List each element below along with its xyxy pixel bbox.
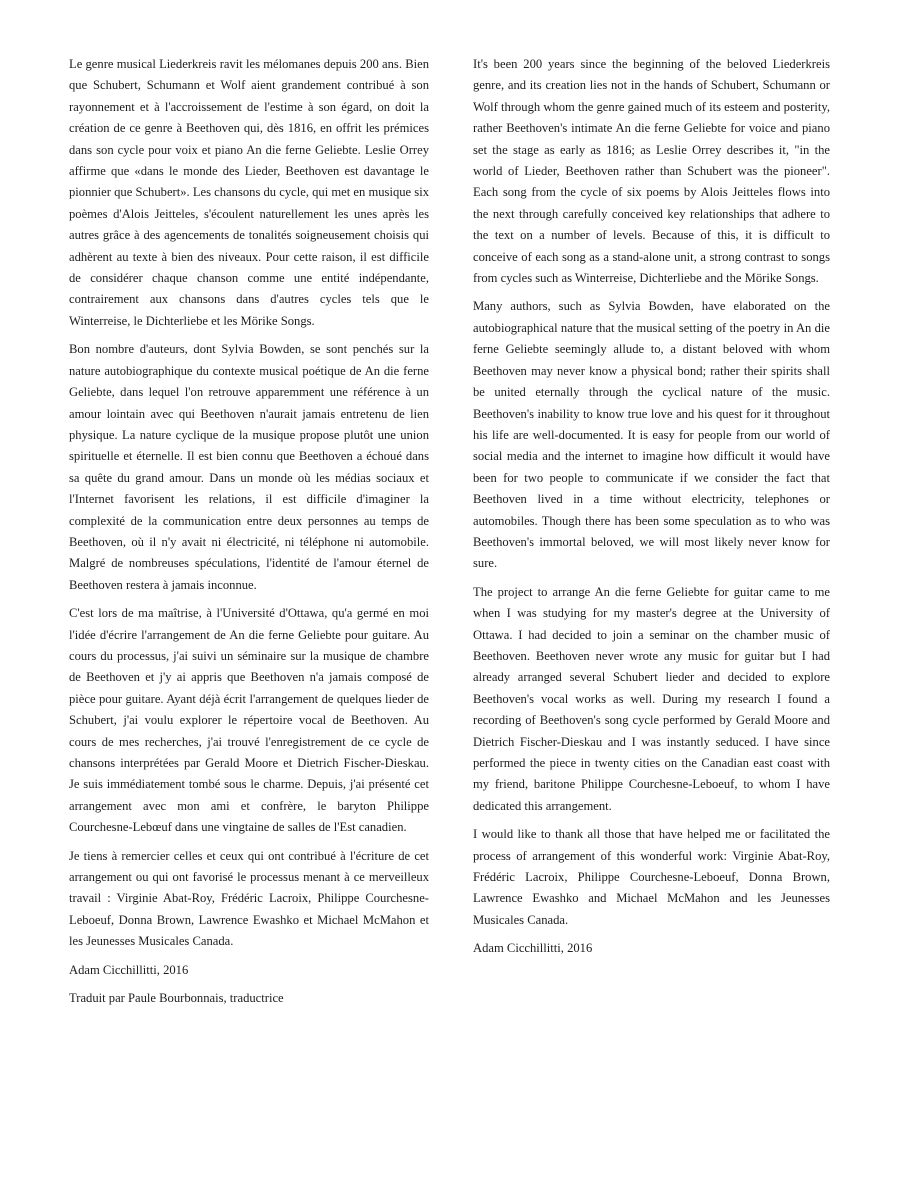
french-paragraph-4: Je tiens à remercier celles et ceux qui ont contribué à l'écriture de cet arrangement ou qui ont favorisé le processus menant à ce merveilleux travail : Virginie Abat-Roy, Frédéric Lacroix, Philippe Courchesne-Leboeuf, Donna Brown, Lawrence Ewashko et Michael McMahon et les Jeunesses Musicales Canada.: [69, 848, 429, 949]
french-signature: Adam Cicchillitti, 2016: [69, 962, 189, 977]
english-paragraph-2: Many authors, such as Sylvia Bowden, have elaborated on the autobiographical nature that the musical setting of the poetry in An die ferne Geliebte seemingly allude to, a distant beloved with whom Beethoven may never know a physical bond; rather their spirits shall be united eternally through the cyclical nature of the music. Beethoven's inability to know true love and his quest for it throughout his life are well-documented. It is easy for people from our world of social media and the internet to imagine how difficult it would have been for two people to communicate if we consider the fact that Beethoven lived in a time without electricity, telephones or automobiles. Though there has been some speculation as to who was Beethoven's immortal beloved, we will most likely never know for sure.: [473, 299, 830, 571]
translator-credit: Traduit par Paule Bourbonnais, traductrice: [69, 991, 284, 1006]
english-paragraph-4: I would like to thank all those that have helped me or facilitated the process of arrangement of this wonderful work: Virginie Abat-Roy, Frédéric Lacroix, Philippe Courchesne-Leboeuf, Donna Brown, Lawrence Ewashko and Michael McMahon and les Jeunesses Musicales Canada.: [473, 827, 830, 927]
french-column: [69, 54, 429, 1016]
french-paragraph-3: C'est lors de ma maîtrise, à l'Université d'Ottawa, qu'a germé en moi l'idée d'écrire l'arrangement de An die ferne Geliebte pour guitare. Au cours du processus, j'ai suivi un séminaire sur la musique de chambre de Beethoven et j'y ai appris que Beethoven n'a jamais composé de pièce pour guitare. Ayant déjà écrit l'arrangement de quelques lieder de Schubert, j'ai voulu explorer le répertoire vocal de Beethoven. Au cours de mes recherches, j'ai trouvé l'enregistrement de ce cycle de chansons interprétées par Gerald Moore et Dietrich Fischer-Dieskau. Je suis immédiatement tombé sous le charme. Depuis, j'ai présenté cet arrangement avec mon ami et confrère, le baryton Philippe Courchesne-Lebœuf dans une vingtaine de salles de l'Est canadien.: [69, 606, 429, 835]
english-paragraph-3: The project to arrange An die ferne Geliebte for guitar came to me when I was studying for my master's degree at the University of Ottawa. I had decided to join a seminar on the chamber music of Beethoven. Beethoven never wrote any music for guitar but I had already arranged several Schubert lieder and decided to explore Beethoven's vocal works as well. During my research I found a recording of Beethoven's song cycle performed by Gerald Moore and Dietrich Fischer-Dieskau and I was instantly seduced. I have since performed the piece in twenty cities on the Canadian east coast with my friend, baritone Philippe Courchesne-Leboeuf, to whom I have dedicated this arrangement.: [473, 584, 830, 813]
french-paragraph-1: Le genre musical Liederkreis ravit les mélomanes depuis 200 ans. Bien que Schubert, Schumann et Wolf aient grandement contribué à son rayonnement et à l'accroissement de l'estime à son égard, on doit la création de ce genre à Beethoven qui, dès 1816, en offrit les prémices dans son cycle pour voix et piano An die ferne Geliebte. Leslie Orrey affirme que «dans le monde des Lieder, Beethoven est davantage le pionnier que Schubert». Les chansons du cycle, qui met en musique six poèmes d'Alois Jeitteles, s'écoulent naturellement les unes après les autres grâce à des agencements de tonalités soigneusement choisis qui adhèrent au texte à bien des niveaux. Pour cette raison, il est difficile de considérer chaque chanson comme une entité indépendante, contrairement aux chansons dans d'autres cycles tels que le Winterreise, le Dichterliebe et les Mörike Songs.: [69, 57, 429, 328]
english-column: [473, 54, 830, 967]
french-paragraph-2: Bon nombre d'auteurs, dont Sylvia Bowden, se sont penchés sur la nature autobiographique du contexte musical poétique de An die ferne Geliebte, dans lequel l'on retrouve apparemment une référence à un amour lointain avec qui Beethoven n'aurait jamais entretenu de lien physique. La nature cyclique de la musique propose plutôt une union spirituelle et éternelle. Il est bien connu que Beethoven a échoué dans sa quête du grand amour. Dans un monde où les médias sociaux et l'Internet favorisent les relations, il est difficile d'imaginer la complexité de la communication entre deux personnes au temps de Beethoven, où il n'y avait ni électricité, ni téléphone ni automobile. Malgré de nombreuses spéculations, l'identité de l'amour éternel de Beethoven restera à jamais inconnue.: [69, 342, 429, 592]
english-paragraph-1: It's been 200 years since the beginning of the beloved Liederkreis genre, and its creation lies not in the hands of Schubert, Schumann or Wolf through whom the genre gained much of its esteem and posterity, rather Beethoven's intimate An die ferne Geliebte for voice and piano set the stage as early as 1816; as Leslie Orrey describes it, "in the world of Lieder, Beethoven rather than Schubert was the pioneer". Each song from the cycle of six poems by Alois Jeitteles flows into the next through carefully conceived key relationships that adhere to the text on a number of levels. Because of this, it is difficult to conceive of each song as a stand-alone unit, a strong contrast to songs from cycles such as Winterreise, Dichterliebe and the Mörike Songs.: [473, 57, 831, 286]
english-signature: Adam Cicchillitti, 2016: [473, 941, 593, 956]
